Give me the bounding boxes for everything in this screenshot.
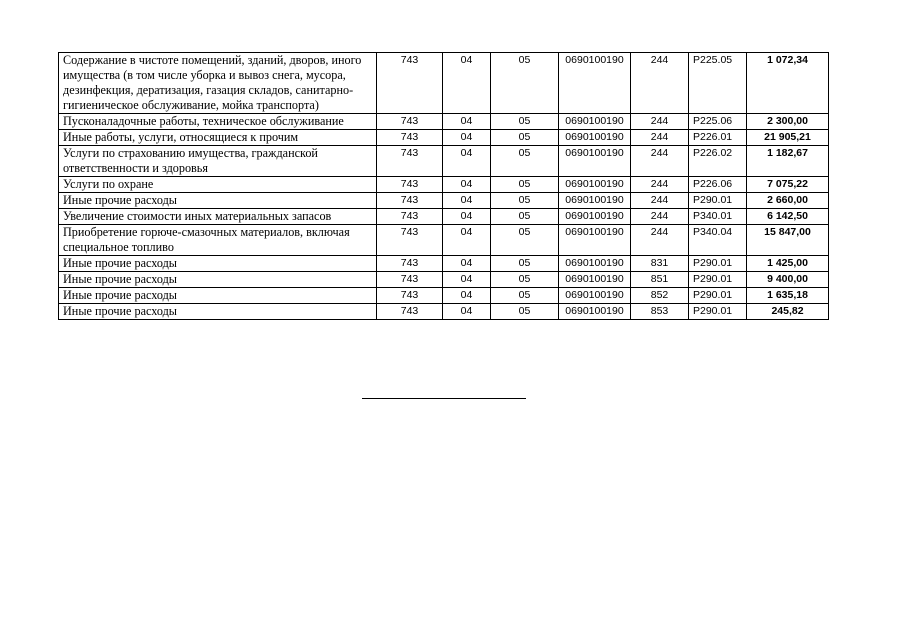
row-amount: 1 072,34	[747, 53, 829, 114]
row-target-article: 0690100190	[559, 225, 631, 256]
row-amount: 7 075,22	[747, 177, 829, 193]
row-amount: 1 182,67	[747, 146, 829, 177]
row-amount: 2 300,00	[747, 114, 829, 130]
row-target-article: 0690100190	[559, 304, 631, 320]
row-description: Иные прочие расходы	[59, 304, 377, 320]
row-grbs-code: 743	[377, 225, 443, 256]
row-description: Увеличение стоимости иных материальных запасов	[59, 209, 377, 225]
row-section-code: 04	[443, 304, 491, 320]
row-section-code: 04	[443, 146, 491, 177]
row-section-code: 04	[443, 177, 491, 193]
row-expense-type: 853	[631, 304, 689, 320]
table-row	[59, 272, 829, 288]
row-subsection-code: 05	[491, 256, 559, 272]
table-row	[59, 177, 829, 193]
row-kosgu-code: Р290.01	[689, 304, 747, 320]
row-section-code: 04	[443, 53, 491, 114]
row-target-article: 0690100190	[559, 130, 631, 146]
row-section-code: 04	[443, 193, 491, 209]
row-expense-type: 244	[631, 130, 689, 146]
row-grbs-code: 743	[377, 114, 443, 130]
row-target-article: 0690100190	[559, 288, 631, 304]
table-row	[59, 256, 829, 272]
row-kosgu-code: Р340.04	[689, 225, 747, 256]
row-description: Иные прочие расходы	[59, 193, 377, 209]
row-subsection-code: 05	[491, 114, 559, 130]
table-row	[59, 114, 829, 130]
row-description: Иные прочие расходы	[59, 272, 377, 288]
table-row	[59, 146, 829, 177]
row-grbs-code: 743	[377, 177, 443, 193]
row-kosgu-code: Р290.01	[689, 288, 747, 304]
row-amount: 6 142,50	[747, 209, 829, 225]
row-subsection-code: 05	[491, 272, 559, 288]
row-subsection-code: 05	[491, 225, 559, 256]
table-row	[59, 304, 829, 320]
row-subsection-code: 05	[491, 209, 559, 225]
row-kosgu-code: Р290.01	[689, 272, 747, 288]
row-expense-type: 244	[631, 193, 689, 209]
end-rule	[362, 398, 526, 399]
row-kosgu-code: Р226.02	[689, 146, 747, 177]
row-subsection-code: 05	[491, 193, 559, 209]
row-subsection-code: 05	[491, 177, 559, 193]
row-subsection-code: 05	[491, 146, 559, 177]
row-grbs-code: 743	[377, 53, 443, 114]
row-expense-type: 244	[631, 177, 689, 193]
row-grbs-code: 743	[377, 288, 443, 304]
row-subsection-code: 05	[491, 288, 559, 304]
row-expense-type: 244	[631, 114, 689, 130]
row-description: Приобретение горюче-смазочных материалов, включая специальное топливо	[59, 225, 377, 256]
row-section-code: 04	[443, 130, 491, 146]
row-grbs-code: 743	[377, 209, 443, 225]
table-row	[59, 193, 829, 209]
row-description: Содержание в чистоте помещений, зданий, дворов, иного имущества (в том числе уборка и вывоз снега, мусора, дезинфекция, дератизация, газация складов, санитарно-гигиеническое обслуживание, мойка транспорта)	[59, 53, 377, 114]
row-kosgu-code: Р340.01	[689, 209, 747, 225]
row-description: Пусконаладочные работы, техническое обслуживание	[59, 114, 377, 130]
row-description: Иные работы, услуги, относящиеся к прочим	[59, 130, 377, 146]
row-description: Услуги по охране	[59, 177, 377, 193]
row-subsection-code: 05	[491, 304, 559, 320]
row-amount: 245,82	[747, 304, 829, 320]
row-amount: 1 425,00	[747, 256, 829, 272]
row-expense-type: 244	[631, 53, 689, 114]
row-expense-type: 244	[631, 146, 689, 177]
row-section-code: 04	[443, 114, 491, 130]
table-row	[59, 209, 829, 225]
row-description: Услуги по страхованию имущества, гражданской ответственности и здоровья	[59, 146, 377, 177]
row-grbs-code: 743	[377, 130, 443, 146]
budget-table	[58, 52, 829, 320]
budget-table-body	[59, 53, 829, 320]
row-kosgu-code: Р226.01	[689, 130, 747, 146]
row-section-code: 04	[443, 256, 491, 272]
row-section-code: 04	[443, 272, 491, 288]
row-kosgu-code: Р225.06	[689, 114, 747, 130]
table-row	[59, 225, 829, 256]
row-grbs-code: 743	[377, 256, 443, 272]
row-target-article: 0690100190	[559, 177, 631, 193]
row-kosgu-code: Р226.06	[689, 177, 747, 193]
row-grbs-code: 743	[377, 304, 443, 320]
row-grbs-code: 743	[377, 272, 443, 288]
row-target-article: 0690100190	[559, 272, 631, 288]
row-expense-type: 851	[631, 272, 689, 288]
row-amount: 2 660,00	[747, 193, 829, 209]
table-row	[59, 288, 829, 304]
row-target-article: 0690100190	[559, 53, 631, 114]
row-target-article: 0690100190	[559, 193, 631, 209]
row-kosgu-code: Р290.01	[689, 193, 747, 209]
table-row	[59, 130, 829, 146]
row-section-code: 04	[443, 225, 491, 256]
row-kosgu-code: Р225.05	[689, 53, 747, 114]
row-kosgu-code: Р290.01	[689, 256, 747, 272]
row-description: Иные прочие расходы	[59, 256, 377, 272]
row-grbs-code: 743	[377, 193, 443, 209]
table-row	[59, 53, 829, 114]
row-expense-type: 831	[631, 256, 689, 272]
row-expense-type: 244	[631, 209, 689, 225]
row-expense-type: 244	[631, 225, 689, 256]
row-expense-type: 852	[631, 288, 689, 304]
row-target-article: 0690100190	[559, 209, 631, 225]
row-subsection-code: 05	[491, 130, 559, 146]
row-target-article: 0690100190	[559, 146, 631, 177]
row-target-article: 0690100190	[559, 114, 631, 130]
row-amount: 21 905,21	[747, 130, 829, 146]
row-amount: 15 847,00	[747, 225, 829, 256]
row-subsection-code: 05	[491, 53, 559, 114]
row-target-article: 0690100190	[559, 256, 631, 272]
row-description: Иные прочие расходы	[59, 288, 377, 304]
row-section-code: 04	[443, 288, 491, 304]
row-amount: 1 635,18	[747, 288, 829, 304]
row-grbs-code: 743	[377, 146, 443, 177]
row-amount: 9 400,00	[747, 272, 829, 288]
row-section-code: 04	[443, 209, 491, 225]
